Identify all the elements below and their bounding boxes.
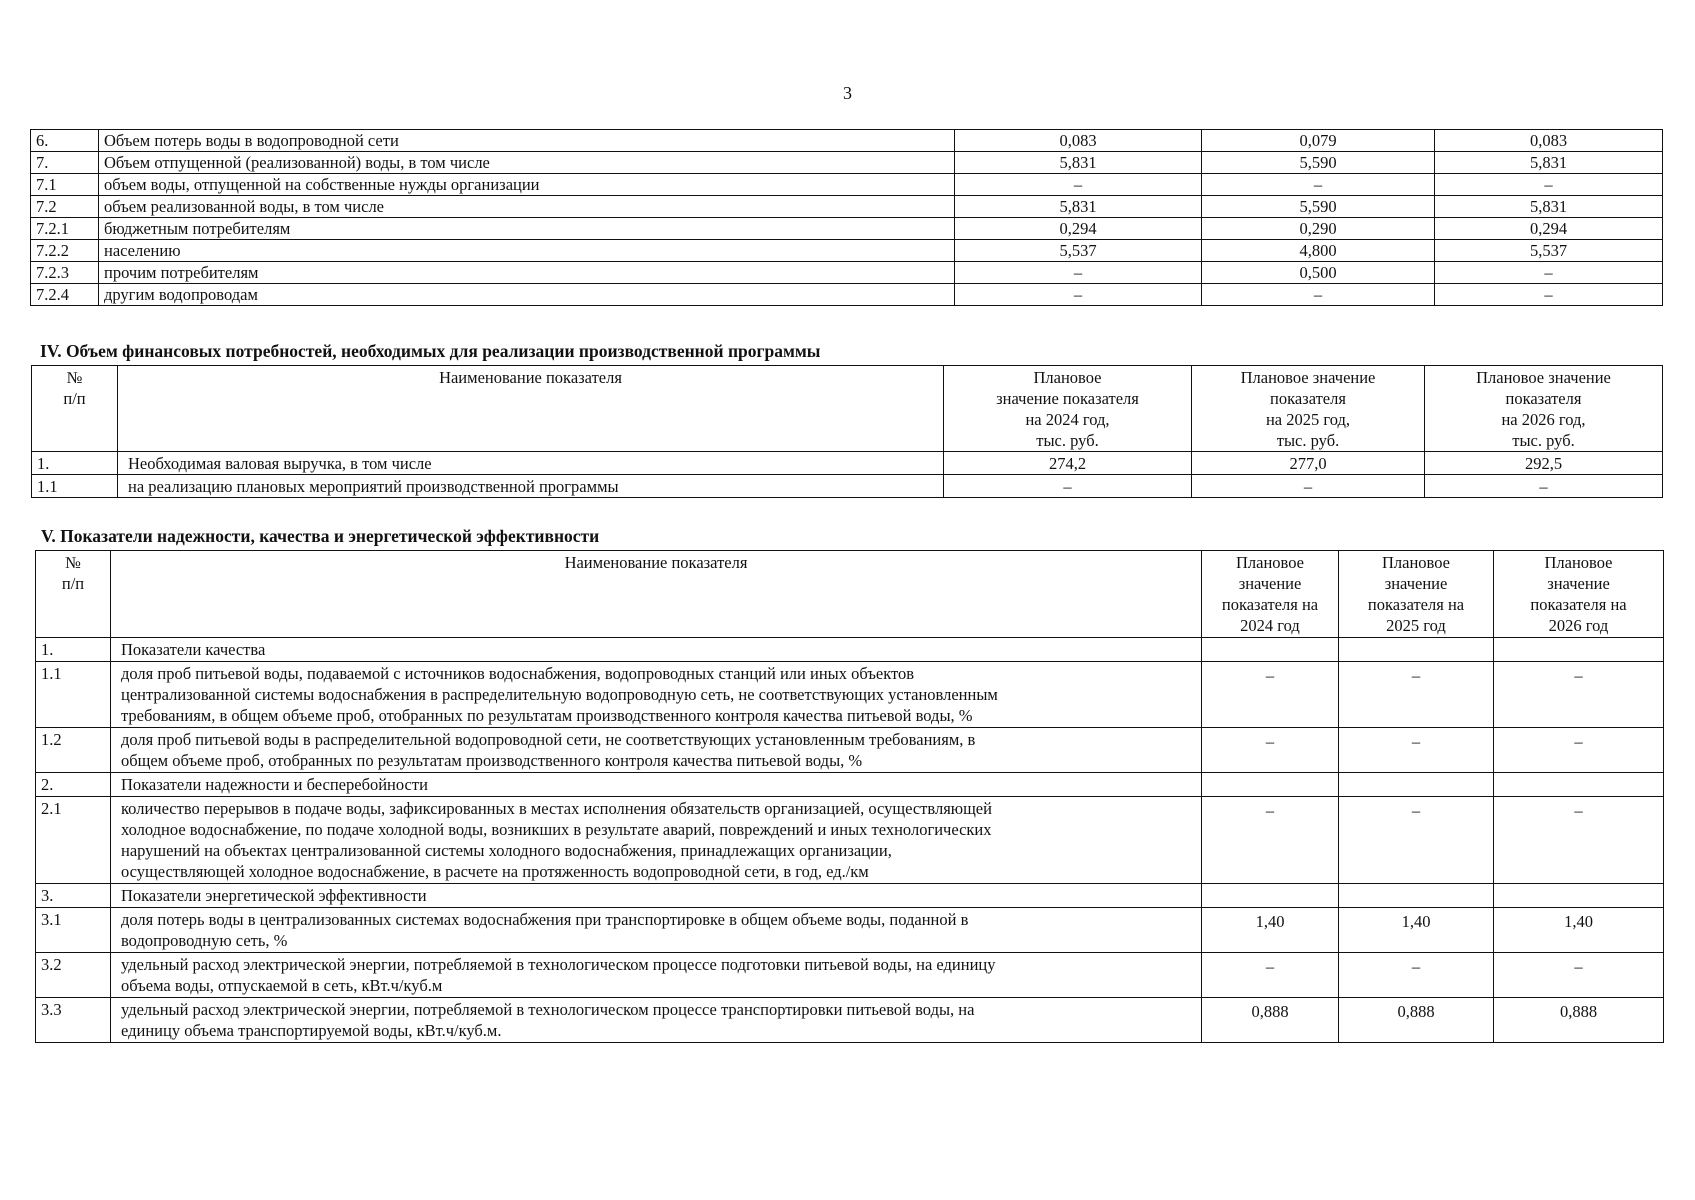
cell-v2024: – — [944, 475, 1192, 498]
cell-v2025: 5,590 — [1202, 152, 1435, 174]
cell-num: 1. — [32, 452, 118, 475]
cell-v2024: 274,2 — [944, 452, 1192, 475]
cell-v2024: – — [955, 262, 1202, 284]
cell-v2025: 0,500 — [1202, 262, 1435, 284]
cell-v2026: 0,888 — [1494, 998, 1664, 1043]
cell-v2026: – — [1494, 662, 1664, 728]
indicators-table-body — [36, 638, 1664, 1043]
header-num: № п/п — [36, 551, 111, 638]
cell-v2026: – — [1435, 262, 1663, 284]
cell-num: 7.2 — [31, 196, 99, 218]
cell-num: 7. — [31, 152, 99, 174]
cell-v2024: 0,294 — [955, 218, 1202, 240]
cell-name: бюджетным потребителям — [99, 218, 955, 240]
cell-name: Показатели качества — [111, 638, 1202, 662]
cell-v2024: 0,888 — [1202, 998, 1339, 1043]
cell-name: количество перерывов в подаче воды, зафиксированных в местах исполнения обязательств организацией, осуществляющей холодное водоснабжение, по подаче холодной воды, возникших в результате аварий, повреждений и иных технологических нарушений на объектах централизованной системы холодного водоснабжения, принадлежащих организации, осуществляющей холодное водоснабжение, в расчете на протяженность водопроводной сети, в год, ед./км — [111, 797, 1202, 884]
indicators-table — [35, 550, 1664, 1043]
table-row — [36, 908, 1664, 953]
cell-v2024: 5,537 — [955, 240, 1202, 262]
table-row — [31, 262, 1663, 284]
cell-name: другим водопроводам — [99, 284, 955, 306]
cell-num: 7.2.4 — [31, 284, 99, 306]
cell-name: Показатели надежности и бесперебойности — [111, 773, 1202, 797]
cell-v2025: – — [1339, 662, 1494, 728]
financial-needs-table-body — [32, 452, 1663, 498]
cell-v2024: 5,831 — [955, 152, 1202, 174]
table-row — [31, 218, 1663, 240]
header-2026: Плановое значение показателя на 2026 год — [1494, 551, 1664, 638]
table-header-row — [36, 551, 1664, 638]
cell-v2026: – — [1425, 475, 1663, 498]
cell-v2024: 5,831 — [955, 196, 1202, 218]
cell-v2025: 0,888 — [1339, 998, 1494, 1043]
cell-v2025: 5,590 — [1202, 196, 1435, 218]
cell-v2025: 0,079 — [1202, 130, 1435, 152]
cell-name: на реализацию плановых мероприятий производственной программы — [118, 475, 944, 498]
header-2024: Плановое значение показателя на 2024 год — [1202, 551, 1339, 638]
cell-num: 7.2.2 — [31, 240, 99, 262]
table-header-row — [32, 366, 1663, 452]
cell-num: 3. — [36, 884, 111, 908]
cell-v2026: – — [1494, 728, 1664, 773]
cell-name: доля потерь воды в централизованных системах водоснабжения при транспортировке в общем объеме воды, поданной в водопроводную сеть, % — [111, 908, 1202, 953]
page-number: 3 — [843, 83, 852, 103]
cell-v2024 — [1202, 884, 1339, 908]
cell-v2024: – — [955, 174, 1202, 196]
cell-v2026: – — [1435, 174, 1663, 196]
table-row — [36, 797, 1664, 884]
cell-name: удельный расход электрической энергии, потребляемой в технологическом процессе подготовки питьевой воды, на единицу объема воды, отпускаемой в сеть, кВт.ч/куб.м — [111, 953, 1202, 998]
cell-v2026: 292,5 — [1425, 452, 1663, 475]
cell-v2026: 0,294 — [1435, 218, 1663, 240]
cell-v2025: 277,0 — [1192, 452, 1425, 475]
cell-num: 2.1 — [36, 797, 111, 884]
header-2024: Плановое значение показателя на 2024 год, тыс. руб. — [944, 366, 1192, 452]
financial-needs-table — [31, 365, 1663, 498]
cell-v2025: – — [1339, 797, 1494, 884]
table-row — [31, 152, 1663, 174]
cell-name: доля проб питьевой воды в распределительной водопроводной сети, не соответствующих установленным требованиям, в общем объеме проб, отобранных по результатам производственного контроля качества питьевой воды, % — [111, 728, 1202, 773]
cell-v2024: – — [955, 284, 1202, 306]
cell-v2026: 5,831 — [1435, 196, 1663, 218]
cell-v2025: – — [1202, 174, 1435, 196]
cell-v2024 — [1202, 638, 1339, 662]
cell-v2026: – — [1494, 953, 1664, 998]
cell-v2025 — [1339, 638, 1494, 662]
header-name: Наименование показателя — [111, 551, 1202, 638]
cell-num: 3.2 — [36, 953, 111, 998]
cell-num: 3.1 — [36, 908, 111, 953]
cell-v2024: – — [1202, 797, 1339, 884]
cell-num: 1.1 — [32, 475, 118, 498]
cell-num: 6. — [31, 130, 99, 152]
table-row — [31, 174, 1663, 196]
cell-name: объем реализованной воды, в том числе — [99, 196, 955, 218]
table-row — [36, 728, 1664, 773]
cell-v2025: – — [1202, 284, 1435, 306]
table-row — [31, 284, 1663, 306]
water-volume-table-body — [31, 130, 1663, 306]
table-row — [36, 884, 1664, 908]
cell-v2026: – — [1494, 797, 1664, 884]
water-volume-table — [30, 129, 1663, 306]
header-num: № п/п — [32, 366, 118, 452]
cell-v2024: – — [1202, 728, 1339, 773]
table-row — [32, 475, 1663, 498]
cell-name: прочим потребителям — [99, 262, 955, 284]
cell-v2025: – — [1192, 475, 1425, 498]
section-iv-title: IV. Объем финансовых потребностей, необходимых для реализации производственной программы — [40, 341, 821, 361]
cell-num: 1.1 — [36, 662, 111, 728]
cell-v2026: – — [1435, 284, 1663, 306]
cell-num: 7.1 — [31, 174, 99, 196]
table-row — [31, 130, 1663, 152]
cell-v2025: – — [1339, 953, 1494, 998]
cell-name: объем воды, отпущенной на собственные нужды организации — [99, 174, 955, 196]
table-row — [36, 953, 1664, 998]
table-row — [36, 998, 1664, 1043]
cell-num: 7.2.1 — [31, 218, 99, 240]
cell-v2024 — [1202, 773, 1339, 797]
table-row — [32, 452, 1663, 475]
cell-num: 2. — [36, 773, 111, 797]
header-2025: Плановое значение показателя на 2025 год, тыс. руб. — [1192, 366, 1425, 452]
cell-v2026 — [1494, 773, 1664, 797]
cell-v2024: – — [1202, 953, 1339, 998]
cell-v2024: 0,083 — [955, 130, 1202, 152]
header-2026: Плановое значение показателя на 2026 год, тыс. руб. — [1425, 366, 1663, 452]
cell-name: удельный расход электрической энергии, потребляемой в технологическом процессе транспортировки питьевой воды, на единицу объема транспортируемой воды, кВт.ч/куб.м. — [111, 998, 1202, 1043]
cell-name: Необходимая валовая выручка, в том числе — [118, 452, 944, 475]
cell-v2026: 5,537 — [1435, 240, 1663, 262]
cell-v2025: 0,290 — [1202, 218, 1435, 240]
cell-name: Объем потерь воды в водопроводной сети — [99, 130, 955, 152]
cell-v2026: 5,831 — [1435, 152, 1663, 174]
table-row — [31, 240, 1663, 262]
cell-num: 7.2.3 — [31, 262, 99, 284]
cell-v2026: 1,40 — [1494, 908, 1664, 953]
header-name: Наименование показателя — [118, 366, 944, 452]
cell-v2026 — [1494, 884, 1664, 908]
cell-name: населению — [99, 240, 955, 262]
cell-name: Объем отпущенной (реализованной) воды, в том числе — [99, 152, 955, 174]
cell-v2024: – — [1202, 662, 1339, 728]
cell-name: доля проб питьевой воды, подаваемой с источников водоснабжения, водопроводных станций или иных объектов централизованной системы водоснабжения в распределительную водопроводную сеть, не соответствующих установленным требованиям, в общем объеме проб, отобранных по результатам производственного контроля качества питьевой воды, % — [111, 662, 1202, 728]
cell-v2024: 1,40 — [1202, 908, 1339, 953]
cell-num: 1.2 — [36, 728, 111, 773]
cell-name: Показатели энергетической эффективности — [111, 884, 1202, 908]
cell-v2025 — [1339, 884, 1494, 908]
cell-v2025: 4,800 — [1202, 240, 1435, 262]
table-row — [36, 773, 1664, 797]
cell-num: 1. — [36, 638, 111, 662]
cell-v2025: 1,40 — [1339, 908, 1494, 953]
section-v-title: V. Показатели надежности, качества и энергетической эффективности — [41, 526, 600, 546]
cell-v2026 — [1494, 638, 1664, 662]
cell-v2026: 0,083 — [1435, 130, 1663, 152]
cell-v2025 — [1339, 773, 1494, 797]
cell-v2025: – — [1339, 728, 1494, 773]
header-2025: Плановое значение показателя на 2025 год — [1339, 551, 1494, 638]
table-row — [36, 638, 1664, 662]
cell-num: 3.3 — [36, 998, 111, 1043]
table-row — [31, 196, 1663, 218]
table-row — [36, 662, 1664, 728]
